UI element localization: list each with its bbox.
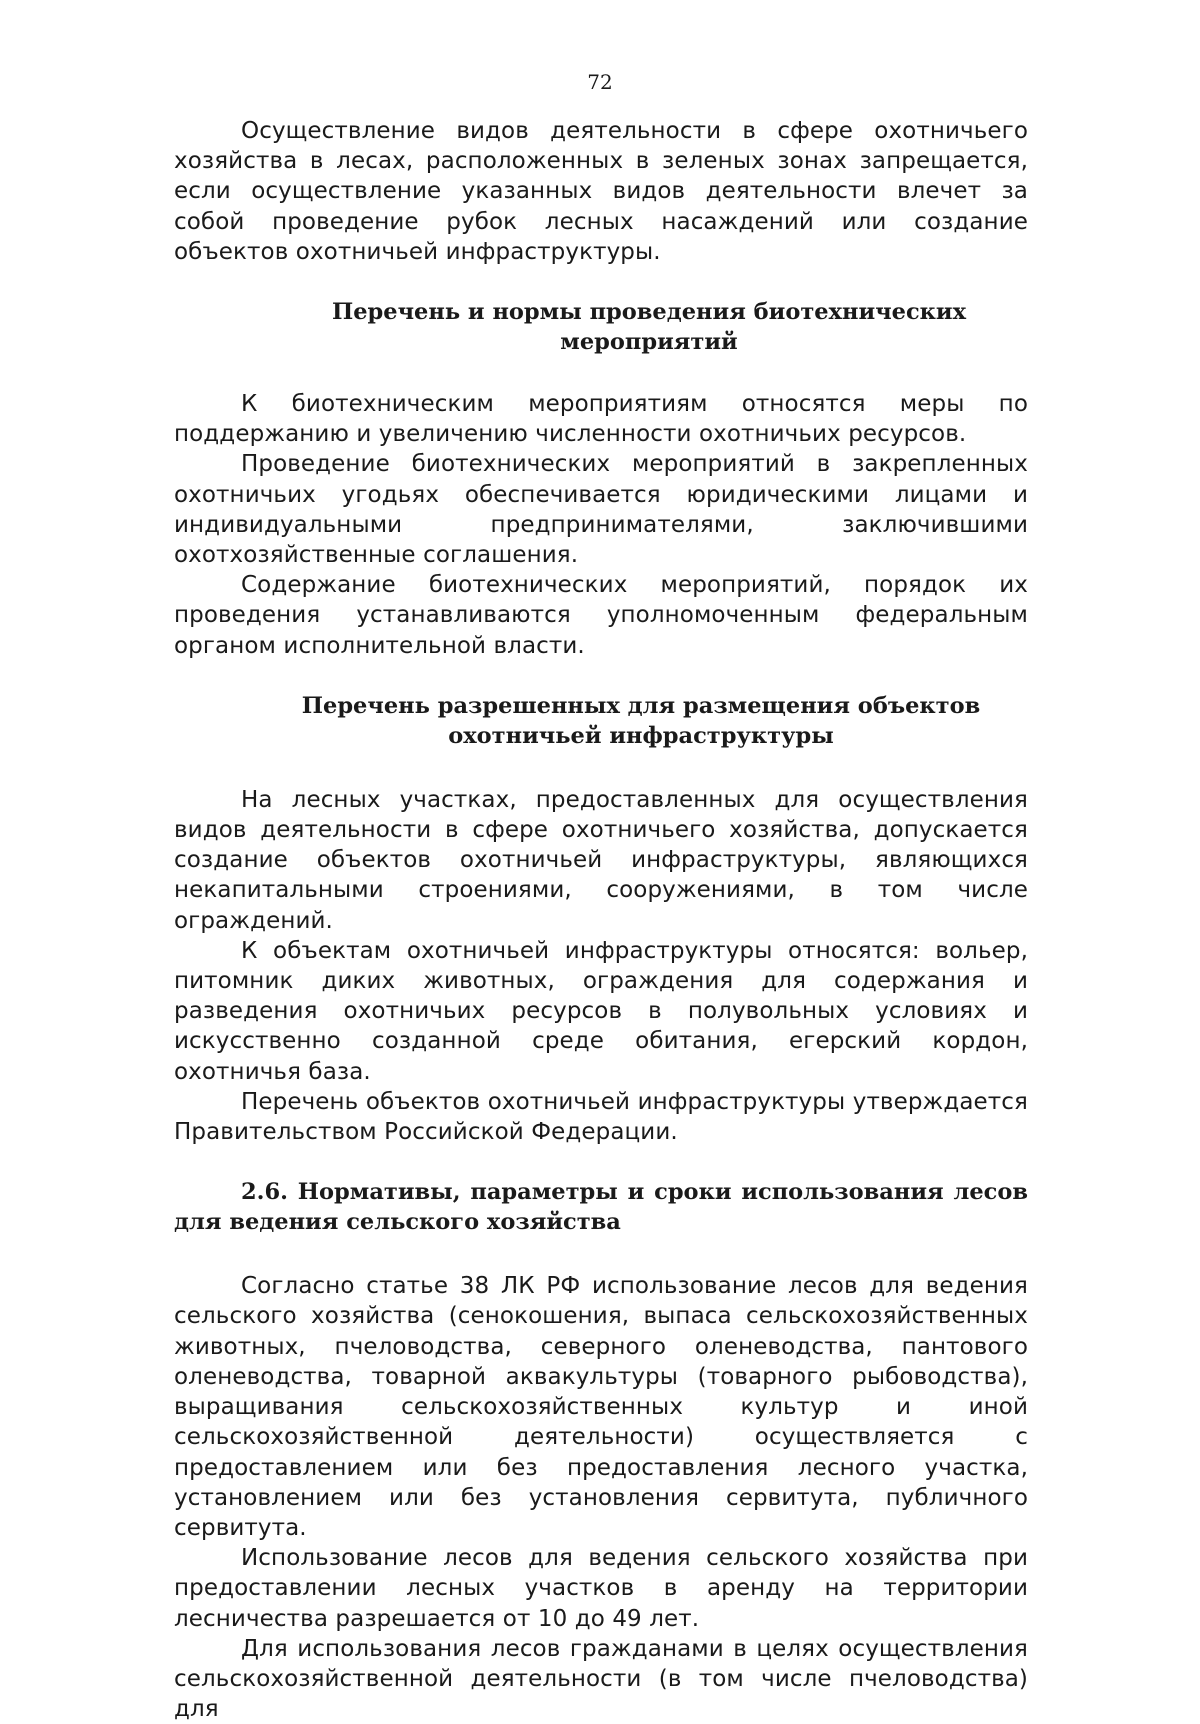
page-number: 72 <box>587 70 613 94</box>
paragraph-biotechnical-content: Содержание биотехнических мероприятий, порядок их проведения устанавливаются уполномоченным федеральным органом исполнительной власти. <box>174 572 1028 659</box>
paragraph-infrastructure-objects: К объектам охотничьей инфраструктуры относятся: вольер, питомник диких животных, ограждения для содержания и разведения охотничьих ресурсов в полувольных условиях и искусственно созданной среде обитания, егерский кордон, охотничья база. <box>174 937 1028 1085</box>
heading-biotechnical-measures: Перечень и нормы проведения биотехнических мероприятий <box>331 299 967 356</box>
paragraph-infrastructure-allowed: На лесных участках, предоставленных для осуществления видов деятельности в сфере охотничьего хозяйства, допускается создание объектов охотничьей инфраструктуры, являющихся некапитальными строениями, сооружениями, в том числе ограждений. <box>174 786 1028 934</box>
paragraph-citizens-use: Для использования лесов гражданами в целях осуществления сельскохозяйственной деятельности (в том числе пчеловодства) для <box>174 1635 1028 1723</box>
paragraph-biotechnical-definition: К биотехническим мероприятиям относятся меры по поддержанию и увеличению численности охотничьих ресурсов. <box>174 391 1028 448</box>
heading-hunting-infrastructure <box>174 691 1028 751</box>
paragraph-hunting-green-zones: Осуществление видов деятельности в сфере охотничьего хозяйства в лесах, расположенных в зеленых зонах запрещается, если осуществление указанных видов деятельности влечет за собой проведение рубок лесных насаждений или создание объектов охотничьей инфраструктуры. <box>174 118 1028 265</box>
page-content <box>174 116 1028 1724</box>
heading-hunting-infrastructure-line-1: Перечень разрешенных для размещения объектов <box>301 692 981 719</box>
paragraph-article-38: Согласно статье 38 ЛК РФ использование лесов для ведения сельского хозяйства (сенокошения, выпаса сельскохозяйственных животных, пчеловодства, северного оленеводства, пантового оленеводства, товарной аквакультуры (товарного рыбоводства), выращивания сельскохозяйственных культур и иной сельскохозяйственной деятельности) осуществляется с предоставлением или без предоставления лесного участка, установлением или без установления сервитута, публичного сервитута. <box>174 1273 1028 1541</box>
heading-section-2-6: 2.6. Нормативы, параметры и сроки использования лесов для ведения сельского хозяйства <box>174 1179 1028 1236</box>
paragraph-biotechnical-responsibility: Проведение биотехнических мероприятий в закрепленных охотничьих угодьях обеспечивается юридическими лицами и индивидуальными предпринимателями, заключившими охотхозяйственные соглашения. <box>174 451 1028 569</box>
heading-hunting-infrastructure-line-2: охотничьей инфраструктуры <box>448 722 834 749</box>
paragraph-infrastructure-approval: Перечень объектов охотничьей инфраструктуры утверждается Правительством Российской Федерации. <box>174 1088 1028 1146</box>
paragraph-lease-term: Использование лесов для ведения сельского хозяйства при предоставлении лесных участков в аренду на территории лесничества разрешается от 10 до 49 лет. <box>174 1545 1028 1632</box>
